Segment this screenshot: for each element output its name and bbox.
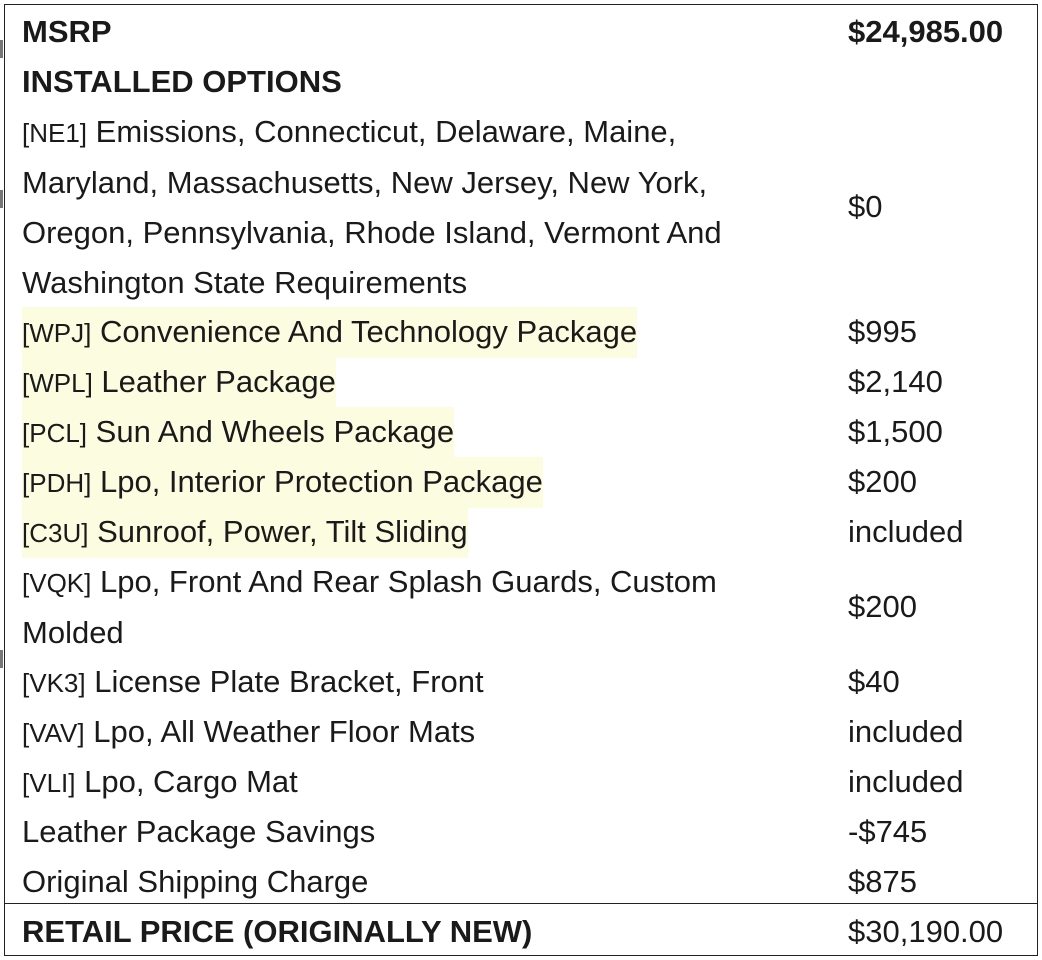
option-code: [PCL] bbox=[22, 418, 88, 448]
edge-artifact bbox=[0, 40, 3, 58]
option-price: $995 bbox=[848, 314, 917, 349]
option-price: $200 bbox=[848, 464, 917, 499]
option-text-line: Leather Package bbox=[101, 364, 336, 399]
option-price: $40 bbox=[848, 664, 900, 699]
option-price: included bbox=[848, 714, 964, 749]
adjustment-price: -$745 bbox=[848, 814, 928, 849]
option-text-line: Lpo, Interior Protection Package bbox=[99, 464, 543, 499]
option-price: included bbox=[848, 514, 964, 549]
option-description bbox=[22, 557, 717, 658]
option-price: $0 bbox=[848, 189, 883, 224]
adjustment-price: $875 bbox=[848, 864, 917, 899]
option-text-line: Convenience And Technology Package bbox=[99, 314, 638, 349]
option-text-line: Sun And Wheels Package bbox=[95, 414, 455, 449]
option-code: [WPL] bbox=[22, 368, 93, 398]
option-text-line: Maryland, Massachusetts, New Jersey, New York, bbox=[22, 165, 708, 200]
option-price: $1,500 bbox=[848, 414, 943, 449]
option-description bbox=[22, 307, 637, 358]
option-row-ne1 bbox=[5, 107, 1037, 307]
option-text-line: Lpo, All Weather Floor Mats bbox=[93, 714, 476, 749]
option-description bbox=[22, 657, 484, 708]
option-code: [C3U] bbox=[22, 518, 89, 548]
msrp-value: $24,985.00 bbox=[848, 14, 1004, 49]
msrp-label: MSRP bbox=[22, 14, 112, 49]
edge-artifact bbox=[0, 190, 3, 208]
option-price: $200 bbox=[848, 589, 917, 624]
option-description bbox=[22, 457, 543, 508]
option-code: [VLI] bbox=[22, 768, 76, 798]
option-row-vqk bbox=[5, 557, 1037, 657]
option-price: included bbox=[848, 764, 964, 799]
adjustment-label: Leather Package Savings bbox=[22, 814, 376, 849]
option-description bbox=[22, 357, 336, 408]
edge-artifact bbox=[0, 650, 3, 668]
option-text-line: License Plate Bracket, Front bbox=[94, 664, 484, 699]
option-description bbox=[22, 407, 454, 458]
option-text-line: Sunroof, Power, Tilt Sliding bbox=[97, 514, 468, 549]
option-description bbox=[22, 507, 468, 558]
option-code: [NE1] bbox=[22, 118, 88, 148]
option-text-line: Lpo, Cargo Mat bbox=[84, 764, 298, 799]
option-text-line: Lpo, Front And Rear Splash Guards, Custom bbox=[99, 564, 717, 599]
retail-price-label: RETAIL PRICE (ORIGINALLY NEW) bbox=[22, 914, 533, 949]
option-code: [VAV] bbox=[22, 718, 85, 748]
adjustment-label: Original Shipping Charge bbox=[22, 864, 369, 899]
option-text-line: Washington State Requirements bbox=[22, 265, 468, 300]
window-sticker-price-table bbox=[4, 4, 1038, 956]
option-code: [WPJ] bbox=[22, 318, 92, 348]
option-code: [VQK] bbox=[22, 568, 92, 598]
option-price: $2,140 bbox=[848, 364, 943, 399]
installed-options-heading: INSTALLED OPTIONS bbox=[22, 64, 342, 99]
option-text-line: Emissions, Connecticut, Delaware, Maine, bbox=[95, 114, 677, 149]
option-code: [PDH] bbox=[22, 468, 92, 498]
option-description bbox=[22, 107, 722, 308]
option-description bbox=[22, 757, 298, 808]
retail-price-value: $30,190.00 bbox=[848, 914, 1004, 949]
option-code: [VK3] bbox=[22, 668, 86, 698]
option-text-line: Molded bbox=[22, 615, 124, 650]
total-divider bbox=[5, 903, 1037, 904]
option-description bbox=[22, 707, 475, 758]
option-text-line: Oregon, Pennsylvania, Rhode Island, Vermont And bbox=[22, 215, 722, 250]
